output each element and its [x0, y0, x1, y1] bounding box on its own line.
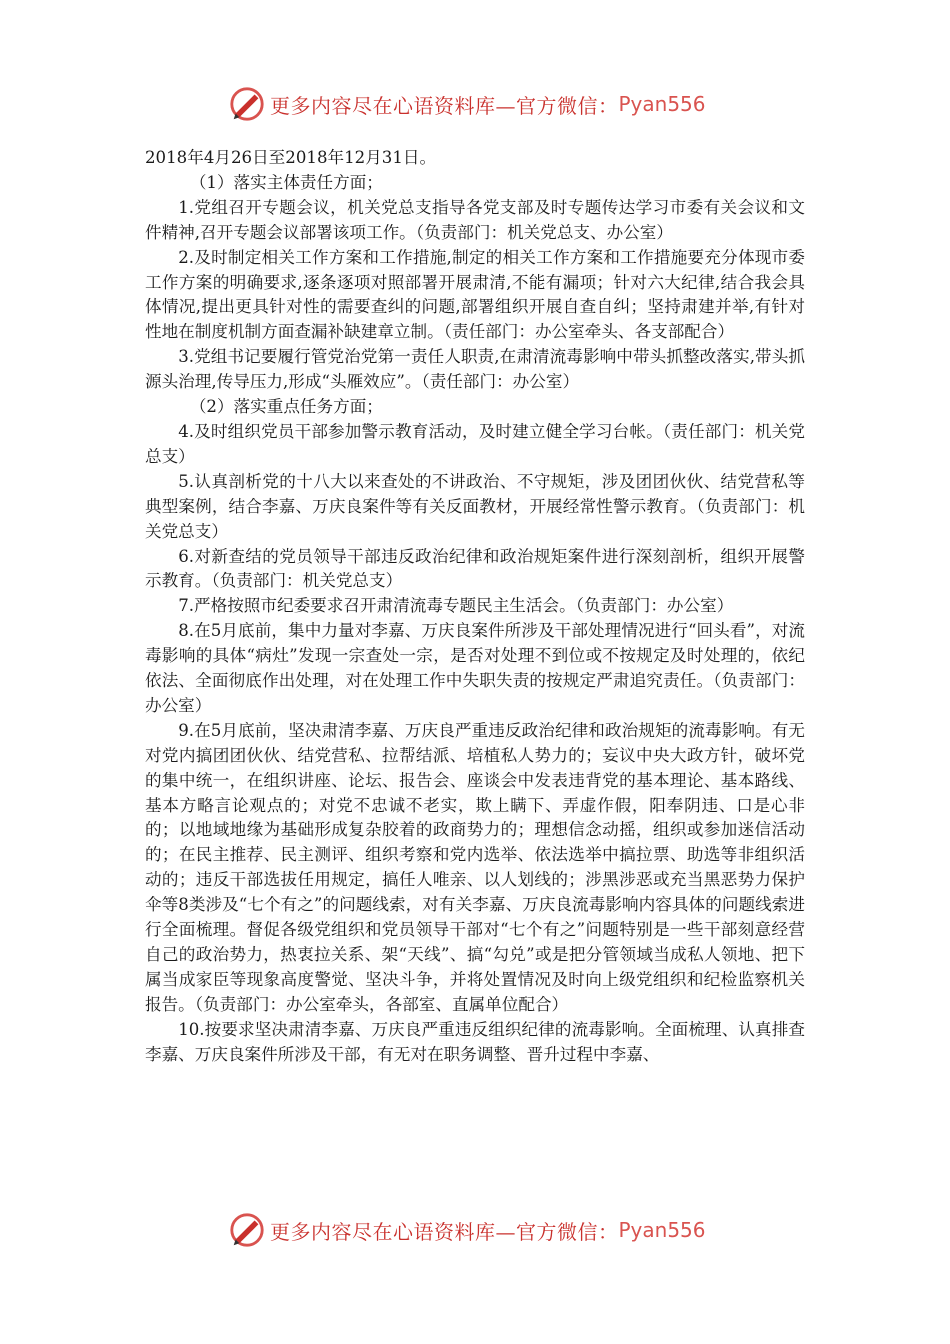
paragraph: 7.严格按照市纪委要求召开肃清流毒专题民主生活会。（负责部门：办公室） [178, 596, 734, 616]
paragraph: 6.对新查结的党员领导干部违反政治纪律和政治规矩案件进行深刻剖析，组织开展警示教育。（负责部门：机关党总支） [145, 546, 805, 591]
paragraph: 3.党组书记要履行管党治党第一责任人职责,在肃清流毒影响中带头抓整改落实,带头抓源头治理,传导压力,形成“头雁效应”。（责任部门：办公室） [145, 347, 805, 392]
paragraph: 1.党组召开专题会议，机关党总支指导各党支部及时专题传达学习市委有关会议和文件精神,召开专题会议部署该项工作。（负责部门：机关党总支、办公室） [145, 197, 805, 242]
paragraph: 10.按要求坚决肃清李嘉、万庆良严重违反组织纪律的流毒影响。全面梳理、认真排查李嘉、万庆良案件所涉及干部，有无对在职务调整、晋升过程中李嘉、 [145, 1019, 805, 1064]
paragraph: 2018年4月26日至2018年12月31日。 [145, 148, 437, 167]
pen-logo-icon [228, 85, 266, 123]
pen-logo-icon [228, 1211, 266, 1249]
paragraph: 8.在5月底前，集中力量对李嘉、万庆良案件所涉及干部处理情况进行“回头看”，对流毒影响的具体“病灶”发现一宗查处一宗，是否对处理不到位或不按规定及时处理的，依纪依法、全面彻底作出处理，对在处理工作中失职失责的按规定严肃追究责任。（负责部门：办公室） [145, 621, 805, 715]
paragraph: 9.在5月底前，坚决肃清李嘉、万庆良严重违反政治纪律和政治规矩的流毒影响。有无对党内搞团团伙伙、结党营私、拉帮结派、培植私人势力的；妄议中央大政方针，破坏党的集中统一，在组织讲座、论坛、报告会、座谈会中发表违背党的基本理论、基本路线、基本方略言论观点的；对党不忠诚不老实，欺上瞒下、弄虚作假，阳奉阴违、口是心非的；以地域地缘为基础形成复杂胶着的政商势力的；理想信念动摇，组织或参加迷信活动的；在民主推荐、民主测评、组织考察和党内选举、依法选举中搞拉票、助选等非组织活动的；违反干部选拔任用规定，搞任人唯亲、以人划线的；涉黑涉恶或充当黑恶势力保护伞等8类涉及“七个有之”的问题线索，对有关李嘉、万庆良流毒影响内容具体的问题线索进行全面梳理。督促各级党组织和党员领导干部对“七个有之”问题特别是一些干部刻意经营自己的政治势力，热衷拉关系、架“天线”、搞“勾兑”或是把分管领域当成私人领地、把下属当成家臣等现象高度警觉、坚决斗争，并将处置情况及时向上级党组织和纪检监察机关报告。（负责部门：办公室牵头，各部室、直属单位配合） [145, 720, 805, 1014]
paragraph: 4.及时组织党员干部参加警示教育活动，及时建立健全学习台帐。（责任部门：机关党总支） [145, 421, 805, 466]
banner-slogan: 更多内容尽在心语资料库—官方微信： [270, 93, 619, 118]
header-banner [228, 84, 748, 124]
banner-wechat-id: Pyan556 [618, 92, 706, 116]
document-body [145, 146, 805, 1068]
banner-slogan: 更多内容尽在心语资料库—官方微信： [270, 1219, 619, 1244]
paragraph: 2.及时制定相关工作方案和工作措施,制定的相关工作方案和工作措施要充分体现市委工作方案的明确要求,逐条逐项对照部署开展肃清,不能有漏项；针对六大纪律,结合我会具体情况,提出更具针对性的需要查纠的问题,部署组织开展自查自纠；坚持肃建并举,有针对性地在制度机制方面查漏补缺建章立制。（责任部门：办公室牵头、各支部配合） [145, 247, 805, 342]
paragraph: 5.认真剖析党的十八大以来查处的不讲政治、不守规矩，涉及团团伙伙、结党营私等典型案例，结合李嘉、万庆良案件等有关反面教材，开展经常性警示教育。（负责部门：机关党总支） [145, 471, 805, 541]
paragraph: （1）落实主体责任方面； [189, 172, 383, 192]
footer-banner [228, 1210, 748, 1250]
banner-wechat-id: Pyan556 [618, 1218, 706, 1242]
paragraph: （2）落实重点任务方面； [189, 397, 383, 417]
